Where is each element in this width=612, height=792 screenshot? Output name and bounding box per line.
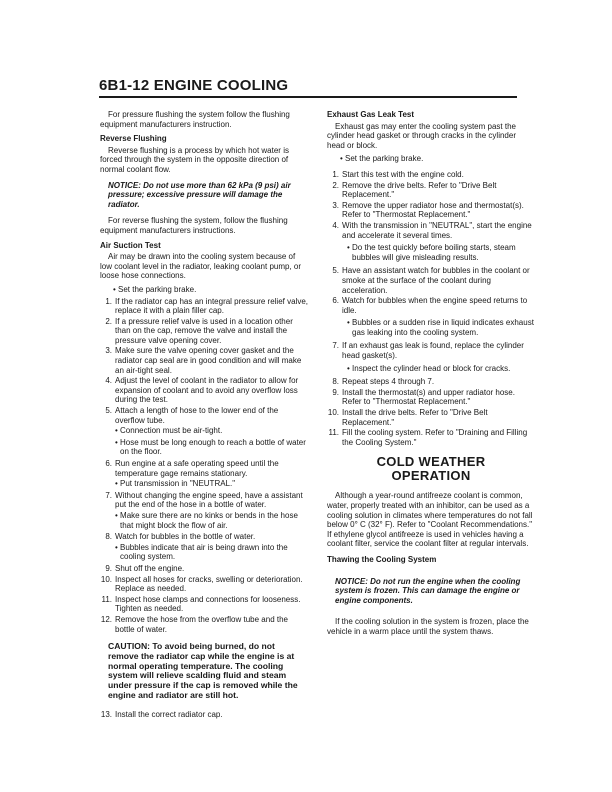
list-item: 6. Watch for bubbles when the engine speed returns to idle. • Bubbles or a sudden rise in liquid indicates exhaust gas leaking into the cooling system. [332,296,534,337]
list-item: 1. If the radiator cap has an integral pressure relief valve, replace it with a plain filler cap. [105,296,308,316]
cold-weather-heading [327,455,535,483]
list-item: 3. Remove the upper radiator hose and thermostat(s). Refer to "Thermostat Replacement." [332,200,524,220]
bullet: • Bubbles indicate that air is being drawn into the cooling system. [115,542,288,562]
list-item: 2. If a pressure relief valve is used in a location other than on the cap, remove the valve and install the pressure valve opening cover. [105,316,293,345]
list-item: 10. Install the drive belts. Refer to "Drive Belt Replacement." [327,408,488,427]
frozen-notice: NOTICE: Do not run the engine when the cooling system is frozen. This can damage the engine or engine components. [335,576,521,605]
bullet: • Connection must be air-tight. [115,426,223,436]
list-item: 10. Inspect all hoses for cracks, swelling or deterioration. Replace as needed. [100,574,303,594]
list-item: 1. Start this test with the engine cold. [332,169,464,179]
right-column [327,110,535,641]
bullet-parking-brake: • Set the parking brake. [113,284,197,294]
bullet: • Bubbles or a sudden rise in liquid indicates exhaust gas leaking into the cooling system. [347,318,534,337]
exhaust-leak-heading: Exhaust Gas Leak Test [327,110,414,119]
pressure-notice: NOTICE: Do not use more than 62 kPa (9 psi) air pressure; excessive pressure will damage the radiator. [108,180,291,209]
list-item: 12. Remove the hose from the overflow tube and the bottle of water. [100,614,288,634]
list-item: 9. Shut off the engine. [105,563,185,573]
left-column [100,110,308,723]
list-item: 7. If an exhaust gas leak is found, replace the cylinder head gasket(s). • Inspect the cylinder head or block for cracks. [327,341,535,373]
page-header [99,77,517,98]
cold-weather-heading-line2: OPERATION [391,468,471,484]
thawing-text: If the cooling solution in the system is frozen, place the vehicle in a warm place until the system thaws. [327,617,529,636]
header-rule [99,96,517,98]
exhaust-leak-text: Exhaust gas may enter the cooling system past the cylinder head gasket or through cracks in the cylinder head or block. [327,121,516,150]
thawing-heading: Thawing the Cooling System [327,554,437,564]
list-item: 7. Without changing the engine speed, have a assistant put the end of the hose in a bottle of water. • Make sure there are no kinks or bends in the hose that might block the flow of air. [100,491,308,530]
list-item: 13. Install the correct radiator cap. [100,709,223,719]
air-suction-steps [100,297,308,635]
exhaust-leak-steps [327,170,535,447]
page-title: 6B1-12 ENGINE COOLING [99,77,289,94]
reverse-flushing-heading: Reverse Flushing [100,134,167,144]
caution-box: CAUTION: To avoid being burned, do not remove the radiator cap while the engine is at normal operating temperature. The cooling system will relieve scalding fluid and steam under pressure if the cap is removed while the engine and radiator are still hot. [108,641,298,701]
cold-weather-text: Although a year-round antifreeze coolant is common, water, properly treated with an inhibitor, can be used as a cooling solution in climates where temperatures do not fall below 0° C (32° F). Refer to "Coolant Recommendations." If ethylene glycol antifreeze is used in vehicles having a coolant filter, service the coolant filter at regular intervals. [327,491,533,549]
list-item: 9. Install the thermostat(s) and upper radiator hose. Refer to "Thermostat Replacement." [332,387,515,407]
bullet: • Hose must be long enough to reach a bottle of water on the floor. [115,437,306,457]
intro-paragraph: For pressure flushing the system follow the flushing equipment manufacturers instruction. [100,110,290,129]
reverse-flushing-follow: For reverse flushing the system, follow the flushing equipment manufacturers instructions. [100,216,288,235]
list-item: 8. Repeat steps 4 through 7. [332,377,435,387]
list-item: 5. Attach a length of hose to the lower end of the overflow tube. • Connection must be air-tight. • Hose must be long enough to reach a bottle of water on the floor. [100,406,308,457]
bullet: • Inspect the cylinder head or block for cracks. [347,363,511,373]
list-item: 11. Fill the cooling system. Refer to "Draining and Filling the Cooling System." [328,428,528,447]
list-item: 6. Run engine at a safe operating speed until the temperature gage remains stationary. • Put transmission in "NEUTRAL." [100,459,308,489]
reverse-flushing-text: Reverse flushing is a process by which hot water is forced through the system in the opposite direction of normal coolant flow. [100,145,289,174]
bullet-parking-brake: • Set the parking brake. [340,154,424,164]
bullet: • Do the test quickly before boiling starts, steam bubbles will give misleading results. [347,243,516,262]
bullet: • Put transmission in "NEUTRAL." [115,479,236,489]
air-suction-text: Air may be drawn into the cooling system because of low coolant level in the radiator, leaking coolant pump, or loose hose connections. [100,252,302,281]
air-suction-heading: Air Suction Test [100,240,161,250]
final-step [100,710,308,720]
list-item: 3. Make sure the valve opening cover gasket and the radiator cap seal are in good condition and will make an air-tight seal. [105,346,302,375]
cold-weather-heading-line1: COLD WEATHER [376,454,486,470]
bullet: • Make sure there are no kinks or bends in the hose that might block the flow of air. [115,510,298,530]
list-item: 11. Inspect hose clamps and connections for looseness. Tighten as needed. [101,594,301,614]
list-item: 5. Have an assistant watch for bubbles in the coolant or smoke at the surface of the coolant during acceleration. [332,266,530,295]
list-item: 2. Remove the drive belts. Refer to "Drive Belt Replacement." [332,180,497,200]
list-item: 4. With the transmission in "NEUTRAL", start the engine and accelerate it several times. • Do the test quickly before boiling starts, steam bubbles will give misleading results. [327,221,535,262]
list-item: 4. Adjust the level of coolant in the radiator to allow for expansion of coolant and to avoid any overflow loss during the test. [105,376,299,405]
list-item: 8. Watch for bubbles in the bottle of water. • Bubbles indicate that air is being drawn into the cooling system. [100,532,308,562]
